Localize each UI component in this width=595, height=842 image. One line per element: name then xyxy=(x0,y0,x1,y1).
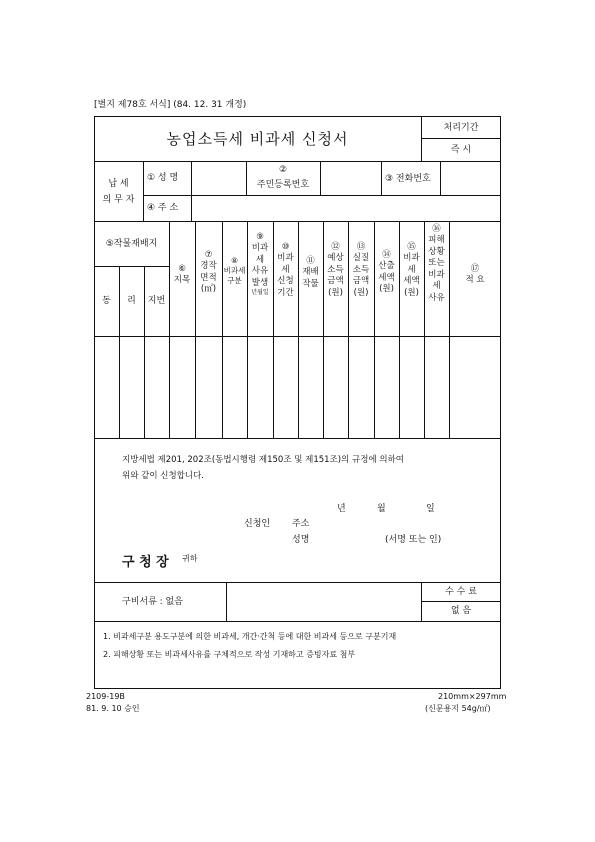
col-actual-income-l4: (원) xyxy=(353,287,369,298)
form-header-note: [별지 제78호 서식] (84. 12. 31 개정) xyxy=(94,100,247,110)
addressee-name: 구 청 장 xyxy=(122,555,169,570)
paper-size: 210mm×297mm xyxy=(438,692,507,701)
col-exempt-tax-num: ⑮ xyxy=(407,242,416,252)
rule-line xyxy=(119,266,120,438)
rule-line xyxy=(298,221,299,438)
col-damage xyxy=(424,224,449,304)
col-exempt-tax-l3: 세액 xyxy=(403,276,420,287)
col-damage-l2: 상황 xyxy=(428,246,445,257)
taxpayer-label: 납 세 xyxy=(108,179,129,189)
col-apply-period xyxy=(273,242,298,299)
name-label: ① 성 명 xyxy=(147,173,179,183)
col-reason-date-l5: 년월일 xyxy=(251,289,269,297)
col-apply-period-l1: 비과 xyxy=(277,253,294,264)
col-remarks-l1: 적 요 xyxy=(465,275,485,286)
applicant-name-label: 성명 xyxy=(292,535,310,545)
col-apply-period-l4: 기간 xyxy=(277,287,294,298)
col-damage-l3: 또는 xyxy=(428,258,445,269)
col-apply-period-num: ⑩ xyxy=(281,242,290,252)
rule-line xyxy=(320,161,321,195)
col-exempt-class-l1: 비과세 xyxy=(223,266,246,276)
col-ri: 리 xyxy=(127,296,136,306)
col-expected-income-l1: 예상 xyxy=(327,253,344,264)
col-reason-date-num: ⑨ xyxy=(256,232,264,242)
col-area-num: ⑦ xyxy=(204,250,213,260)
col-calc-tax xyxy=(374,250,399,296)
rule-line xyxy=(94,438,501,439)
rule-line xyxy=(191,195,192,221)
rule-line xyxy=(226,582,227,621)
col-expected-income xyxy=(323,242,348,299)
reg-no-num: ② xyxy=(278,165,288,175)
col-crop-num: ⑪ xyxy=(306,256,315,266)
col-calc-tax-l2: 세액 xyxy=(378,272,395,283)
col-area-l1: 경작 xyxy=(200,261,217,272)
col-reason-date-l2: 세 xyxy=(255,254,265,265)
taxpayer-label-2: 의 무 자 xyxy=(102,195,135,205)
statement-line2: 위와 같이 신청합니다. xyxy=(122,471,205,481)
col-actual-income-l2: 소득 xyxy=(352,264,370,275)
col-jibeon: 지번 xyxy=(147,296,166,306)
rule-line xyxy=(449,221,450,438)
phone-label: ③ 전화번호 xyxy=(385,174,431,184)
col-damage-num: ⑯ xyxy=(432,224,441,234)
applicant-address-label: 주소 xyxy=(292,519,310,529)
approval-date: 81. 9. 10 승인 xyxy=(86,704,140,713)
col-actual-income-l3: 금액 xyxy=(352,276,370,287)
rule-line xyxy=(143,195,501,196)
date-year: 년 xyxy=(337,504,346,514)
rule-line xyxy=(169,221,170,438)
col-area-l3: (㎡) xyxy=(200,284,217,295)
form-title: 농업소득세 비과세 신청서 xyxy=(166,130,349,148)
col-jimok xyxy=(169,264,195,287)
note-1: 1. 비과세구분 용도구분에 의한 비과세, 개간·간척 등에 대한 비과세 등으로 구분기재 xyxy=(103,632,397,641)
col-expected-income-l2: 소득 xyxy=(327,264,344,275)
fee-value: 없 음 xyxy=(450,606,472,616)
col-exempt-tax-l2: 세 xyxy=(407,264,416,275)
rule-line xyxy=(94,266,169,267)
col-actual-income xyxy=(348,242,374,299)
col-crop-l1: 재배 xyxy=(302,267,319,278)
col-expected-income-num: ⑫ xyxy=(331,242,340,252)
col-exempt-class-num: ⑧ xyxy=(231,256,238,265)
col-apply-period-l2: 세 xyxy=(281,264,290,275)
rule-line xyxy=(144,266,145,438)
col-expected-income-l4: (원) xyxy=(328,287,343,298)
col-actual-income-num: ⑬ xyxy=(356,242,366,252)
col-area xyxy=(195,250,222,296)
col-jimok-num: ⑥ xyxy=(178,264,186,274)
col-exempt-class xyxy=(222,256,247,286)
signature-note: (서명 또는 인) xyxy=(385,535,442,545)
rule-line xyxy=(421,138,501,139)
rule-line xyxy=(191,161,192,195)
date-day: 일 xyxy=(426,504,435,514)
col-reason-date-l1: 비과 xyxy=(251,243,269,254)
reg-no-label: 주민등록번호 xyxy=(256,180,310,190)
rule-line xyxy=(94,336,501,337)
col-damage-l4: 비과 xyxy=(428,269,445,280)
col-exempt-tax xyxy=(399,242,424,299)
col-remarks xyxy=(449,264,501,287)
rule-line xyxy=(421,601,501,602)
col-jimok-l1: 지목 xyxy=(173,275,191,286)
attachments-label: 구비서류 : 없음 xyxy=(122,597,183,607)
rule-line xyxy=(381,161,382,195)
col-dong: 동 xyxy=(102,296,111,306)
form-number: 2109-19B xyxy=(86,692,125,701)
rule-line xyxy=(222,221,223,438)
col-calc-tax-num: ⑭ xyxy=(382,250,391,260)
rule-line xyxy=(143,161,144,221)
col-reason-date xyxy=(247,232,273,297)
fee-label: 수 수 료 xyxy=(445,587,477,597)
processing-period-value: 즉 시 xyxy=(450,145,472,155)
paper-type: (신문용지 54g/㎡) xyxy=(425,704,491,713)
col-remarks-num: ⑰ xyxy=(470,264,480,274)
col-actual-income-l1: 실질 xyxy=(352,253,370,264)
addressee-suffix: 귀하 xyxy=(182,554,198,563)
processing-period-label: 처리기간 xyxy=(443,123,479,133)
address-label: ④ 주 소 xyxy=(147,203,179,213)
col-crop-l2: 작물 xyxy=(302,278,319,289)
col-damage-l6: 사유 xyxy=(428,292,445,303)
col-area-l2: 면적 xyxy=(200,272,217,283)
col-exempt-class-l2: 구분 xyxy=(227,276,242,286)
rule-line xyxy=(94,582,501,583)
col-reason-date-l4: 발생 xyxy=(251,277,269,288)
applicant-label: 신청인 xyxy=(244,519,271,529)
col-land-group: ⑤작물재배지 xyxy=(105,239,158,249)
rule-line xyxy=(440,161,441,195)
col-calc-tax-l1: 산출 xyxy=(378,261,395,272)
col-apply-period-l3: 신청 xyxy=(277,276,294,287)
col-damage-l5: 세 xyxy=(432,281,441,292)
col-calc-tax-l3: (원) xyxy=(379,284,394,295)
col-exempt-tax-l4: (원) xyxy=(404,287,419,298)
col-exempt-tax-l1: 비과 xyxy=(403,253,420,264)
rule-line xyxy=(94,621,501,622)
col-reason-date-l3: 사유 xyxy=(251,266,269,277)
col-damage-l1: 피해 xyxy=(428,235,445,246)
date-month: 월 xyxy=(377,504,386,514)
col-crop xyxy=(298,256,323,290)
statement-line1: 지방세법 제201, 202조(동법시행령 제150조 및 제151조)의 규정에 의하여 xyxy=(122,455,404,465)
note-2: 2. 피해상황 또는 비과세사유를 구체적으로 작성 기재하고 증빙자료 첨부 xyxy=(103,650,356,659)
col-expected-income-l3: 금액 xyxy=(327,276,344,287)
